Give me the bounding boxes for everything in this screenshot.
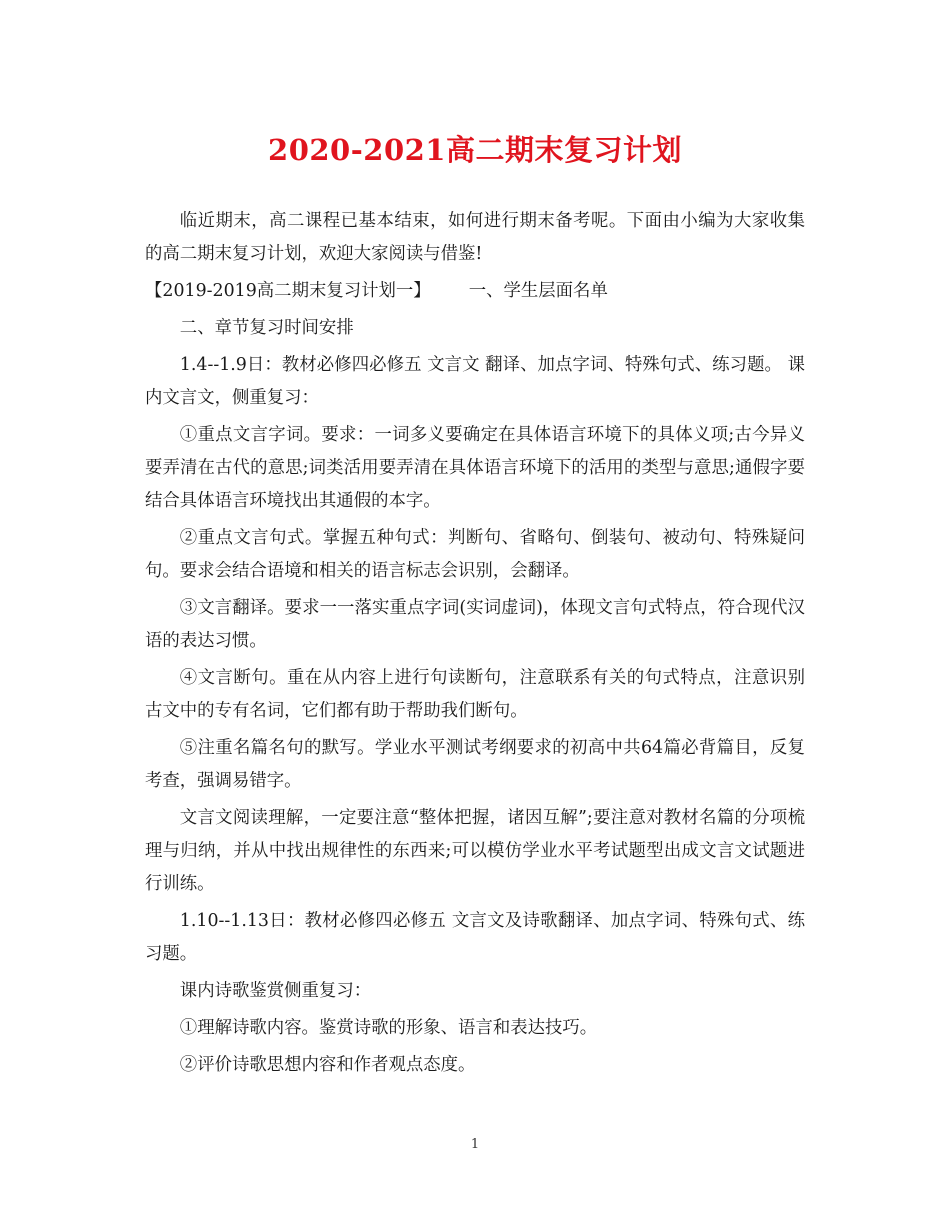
page-number: 1 <box>470 1137 480 1152</box>
paragraph-point-2: ②重点文言句式。掌握五种句式：判断句、省略句、倒装句、被动句、特殊疑问句。要求会结合语境和相关的语言标志会识别，会翻译。 <box>145 528 805 581</box>
paragraph-schedule-2: 1.10--1.13日：教材必修四必修五 文言文及诗歌翻译、加点字词、特殊句式、练习题。 <box>145 911 805 964</box>
paragraph-poetry-review: 课内诗歌鉴赏侧重复习： <box>179 981 372 1001</box>
paragraph-reading: 文言文阅读理解，一定要注意“整体把握，诸因互解”;要注意对教材名篇的分项梳理与归纳，并从中找出规律性的东西来;可以模仿学业水平考试题型出成文言文试题进行训练。 <box>145 808 805 894</box>
paragraph-point-1: ①重点文言字词。要求：一词多义要确定在具体语言环境下的具体义项;古今异义要弄清在古代的意思;词类活用要弄清在具体语言环境下的活用的类型与意思;通假字要结合具体语言环境找出其通假的本字。 <box>145 425 805 511</box>
paragraph-poetry-2: ②评价诗歌思想内容和作者观点态度。 <box>179 1055 476 1075</box>
paragraph-chapter-schedule: 二、章节复习时间安排 <box>179 318 354 338</box>
section-heading-line <box>145 275 805 308</box>
paragraph-point-4: ④文言断句。重在从内容上进行句读断句，注意联系有关的句式特点，注意识别古文中的专有名词，它们都有助于帮助我们断句。 <box>145 668 805 721</box>
paragraph-point-5: ⑤注重名篇名句的默写。学业水平测试考纲要求的初高中共64篇必背篇目，反复考查，强调易错字。 <box>145 738 805 791</box>
paragraph-schedule-1: 1.4--1.9日：教材必修四必修五 文言文 翻译、加点字词、特殊句式、练习题。 课内文言文，侧重复习： <box>145 355 805 408</box>
section-heading: 【2019-2019高二期末复习计划一】 <box>145 281 431 301</box>
paragraph-point-3: ③文言翻译。要求一一落实重点字词(实词虚词)，体现文言句式特点，符合现代汉语的表达习惯。 <box>145 598 805 651</box>
paragraph-poetry-1: ①理解诗歌内容。鉴赏诗歌的形象、语言和表达技巧。 <box>179 1018 598 1038</box>
paragraph-intro: 临近期末，高二课程已基本结束，如何进行期末备考呢。下面由小编为大家收集的高二期末复习计划，欢迎大家阅读与借鉴! <box>145 211 805 264</box>
document-title: 2020-2021高二期末复习计划 <box>268 133 682 167</box>
document-body <box>145 205 805 1086</box>
section-subheading: 一、学生层面名单 <box>468 281 608 301</box>
